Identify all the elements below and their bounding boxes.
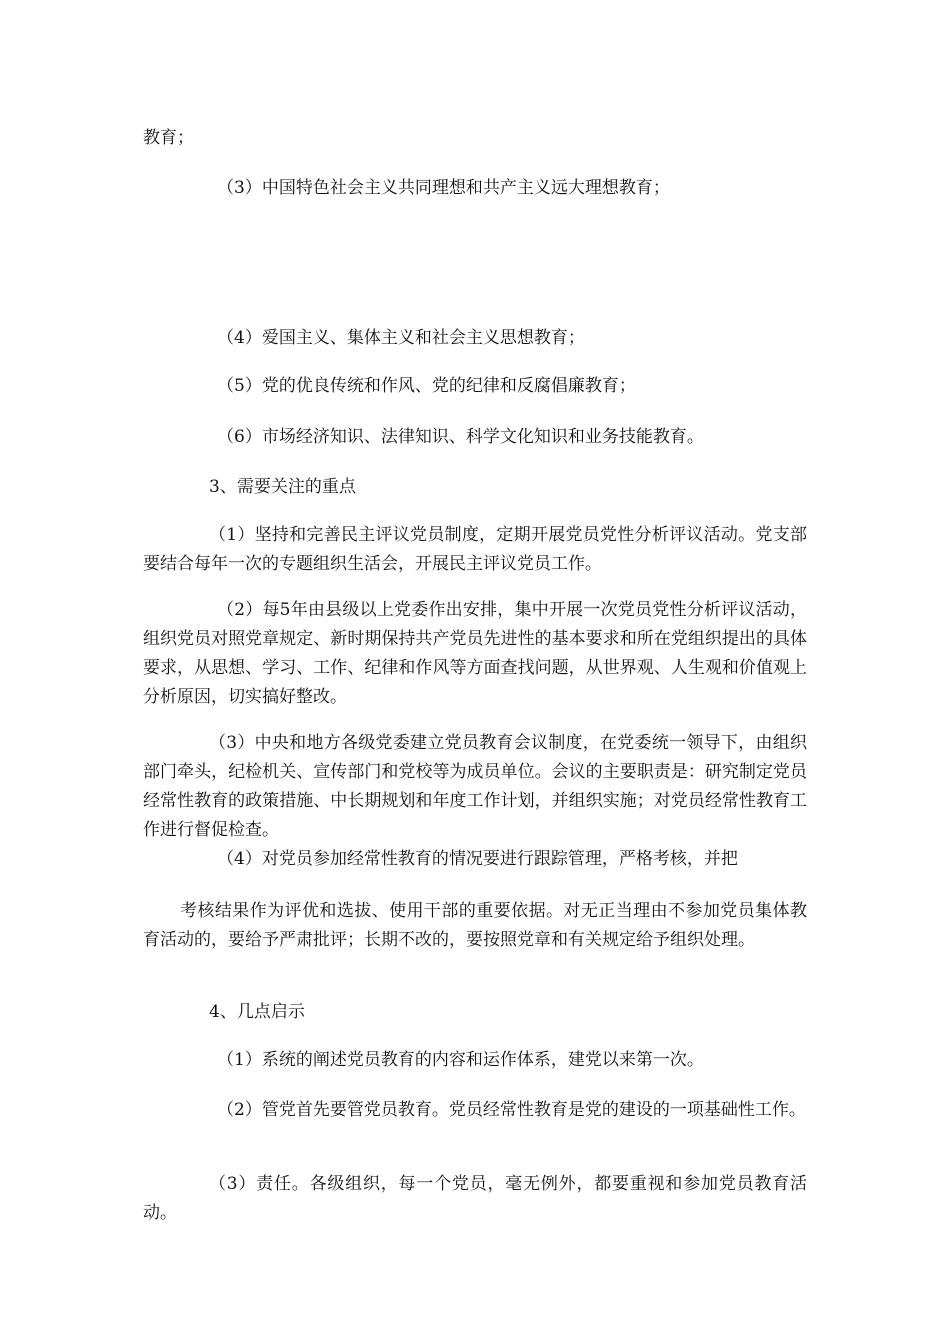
insight-item-2: （2）管党首先要管党员教育。党员经常性教育是党的建设的一项基础性工作。: [217, 1100, 806, 1120]
insight-item-1: （1）系统的阐述党员教育的内容和运作体系，建党以来第一次。: [217, 1050, 704, 1070]
section-heading-3: 3、需要关注的重点: [209, 477, 356, 497]
paragraph-continuation: 教育；: [143, 128, 194, 148]
focus-paragraph-3: （3）中央和地方各级党委建立党员教育会议制度，在党委统一领导下，由组织部门牵头，纪检机关、宣传部门和党校等为成员单位。会议的主要职责是：研究制定党员经常性教育的政策措施、中长期规划和年度工作计划，并组织实施；对党员经常性教育工作进行督促检查。: [143, 733, 807, 840]
insight-item-3: （3）责任。各级组织，每一个党员，毫无例外，都要重视和参加党员教育活动。: [143, 1174, 807, 1223]
focus-paragraph-1: （1）坚持和完善民主评议党员制度，定期开展党员党性分析评议活动。党支部要结合每年一次的专题组织生活会，开展民主评议党员工作。: [143, 525, 807, 574]
list-item-5: （5）党的优良传统和作风、党的纪律和反腐倡廉教育；: [217, 376, 636, 396]
list-item-4: （4）爱国主义、集体主义和社会主义思想教育；: [217, 328, 585, 348]
list-item-3: （3）中国特色社会主义共同理想和共产主义远大理想教育；: [217, 178, 670, 198]
focus-paragraph-4: （4）对党员参加经常性教育的情况要进行跟踪管理，严格考核，并把: [217, 849, 738, 869]
focus-paragraph-4-continued: 考核结果作为评优和选拔、使用干部的重要依据。对无正当理由不参加党员集体教育活动的，要给予严肃批评；长期不改的，要按照党章和有关规定给予组织处理。: [143, 901, 807, 950]
focus-paragraph-2: （2）每5年由县级以上党委作出安排，集中开展一次党员党性分析评议活动，组织党员对照党章规定、新时期保持共产党员先进性的基本要求和所在党组织提出的具体要求，从思想、学习、工作、纪律和作风等方面查找问题，从世界观、人生观和价值观上分析原因，切实搞好整改。: [143, 600, 807, 707]
list-item-6: （6）市场经济知识、法律知识、科学文化知识和业务技能教育。: [217, 427, 704, 447]
section-heading-4: 4、几点启示: [209, 1002, 305, 1022]
